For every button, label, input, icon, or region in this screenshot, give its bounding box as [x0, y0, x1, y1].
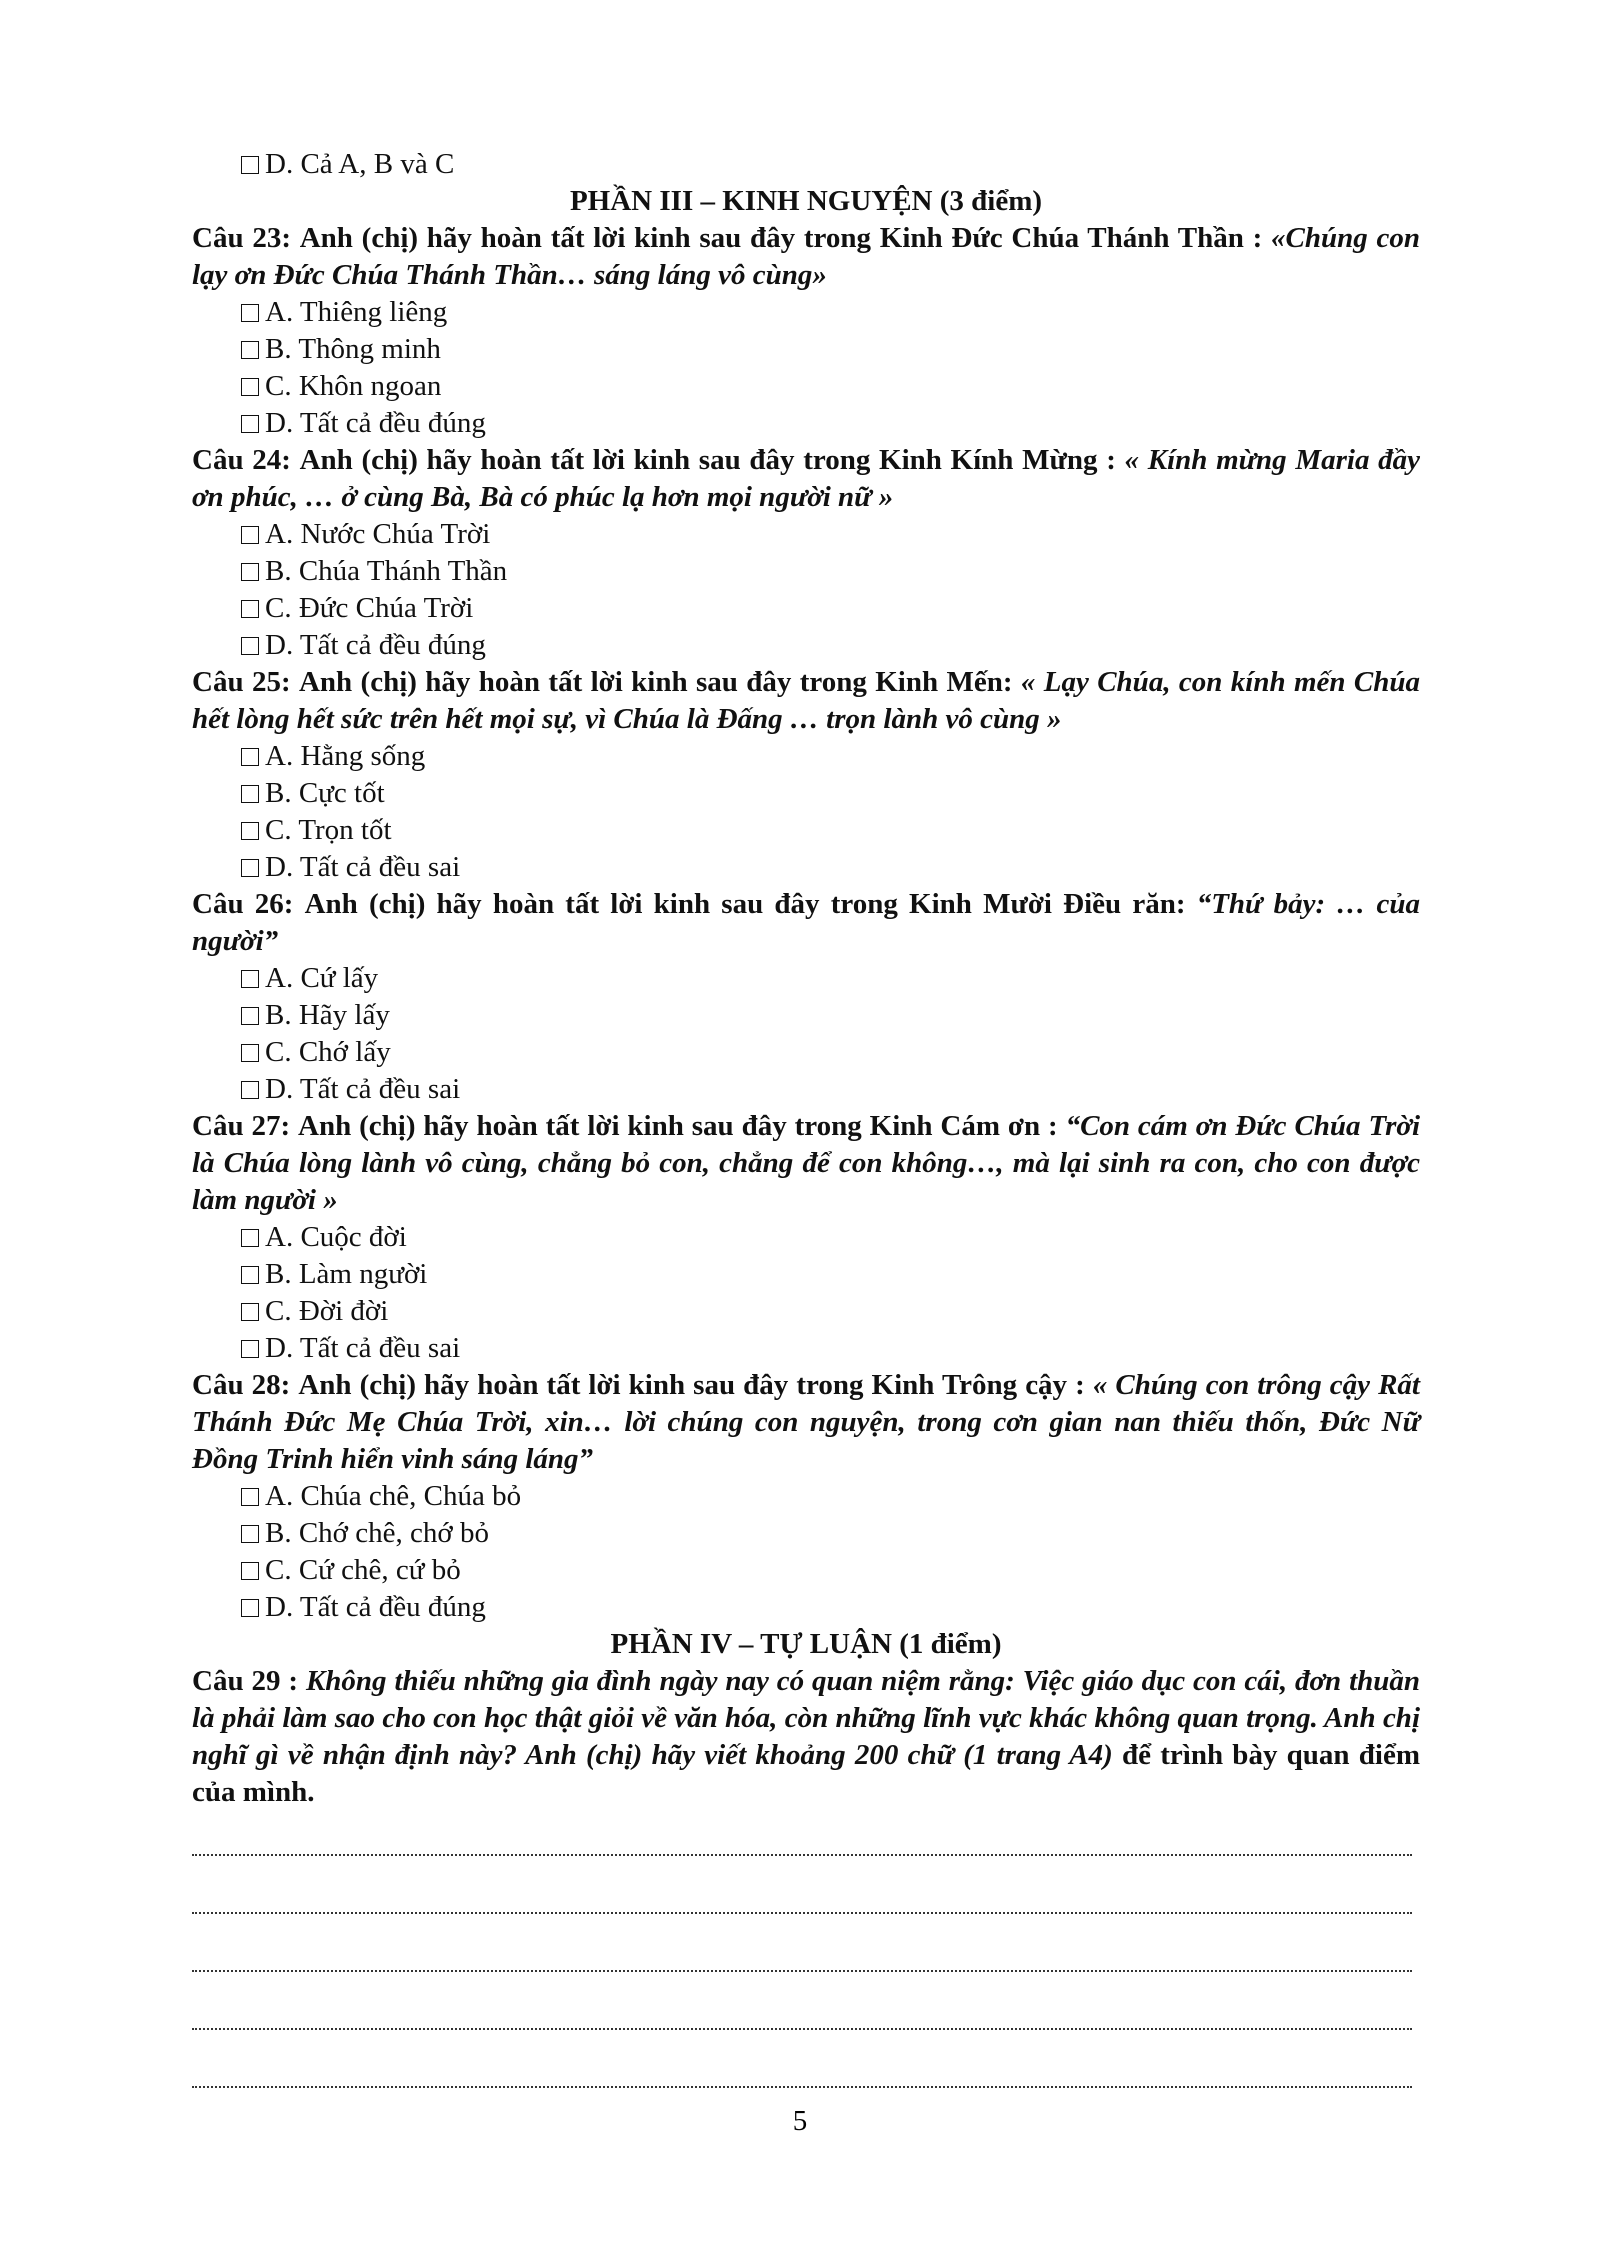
question-quote: «Chúng con lạy ơn Đức Chúa Thánh Thần… sáng láng vô cùng» [192, 222, 1420, 291]
option-item[interactable] [192, 590, 1420, 627]
option-item[interactable] [192, 775, 1420, 812]
section-title: PHẦN III – KINH NGUYỆN (3 điểm) [569, 185, 1043, 217]
option-label: D. Tất cả đều đúng [265, 407, 486, 439]
option-label: C. Trọn tốt [265, 814, 392, 846]
checkbox-icon[interactable] [241, 1303, 259, 1321]
option-item[interactable] [192, 1478, 1420, 1515]
option-label: B. Làm người [265, 1258, 428, 1290]
checkbox-icon[interactable] [241, 785, 259, 803]
answer-line[interactable] [192, 1853, 1412, 1856]
question-quote: « Kính mừng Maria đầy ơn phúc, … ở cùng Bà, Bà có phúc lạ hơn mọi người nữ » [192, 444, 1420, 513]
option-label: A. Hằng sống [265, 740, 426, 772]
option-item[interactable] [192, 997, 1420, 1034]
question [192, 1367, 1420, 1478]
option-item[interactable] [192, 146, 1420, 183]
option-label: D. Tất cả đều sai [265, 851, 461, 883]
option-item[interactable] [192, 405, 1420, 442]
checkbox-icon[interactable] [241, 1562, 259, 1580]
checkbox-icon[interactable] [241, 1488, 259, 1506]
question-quote: « Chúng con trông cậy Rất Thánh Đức Mẹ Chúa Trời, xin… lời chúng con nguyện, trong cơn gian nan thiếu thốn, Đức Nữ Đồng Trinh hiển vinh sáng láng” [192, 1369, 1420, 1475]
page-number: 5 [792, 2105, 808, 2137]
option-label: B. Hãy lấy [265, 999, 390, 1031]
question-tail: để trình bày quan điểm của mình. [192, 1739, 1421, 1808]
option-label: D. Tất cả đều sai [265, 1073, 461, 1105]
checkbox-icon[interactable] [241, 1044, 259, 1062]
checkbox-icon[interactable] [241, 970, 259, 988]
option-label: C. Cứ chê, cứ bỏ [265, 1554, 461, 1586]
option-item[interactable] [192, 516, 1420, 553]
option-item[interactable] [192, 1589, 1420, 1626]
option-item[interactable] [192, 1034, 1420, 1071]
option-label: B. Chớ chê, chớ bỏ [265, 1517, 489, 1549]
option-item[interactable] [192, 553, 1420, 590]
question-prompt: Anh (chị) hãy hoàn tất lời kinh sau đây trong Kinh Cám ơn : [298, 1110, 1058, 1142]
option-item[interactable] [192, 1330, 1420, 1367]
checkbox-icon[interactable] [241, 1340, 259, 1358]
checkbox-icon[interactable] [241, 637, 259, 655]
answer-lines[interactable] [192, 1853, 1420, 2088]
option-label: D. Tất cả đều đúng [265, 629, 486, 661]
question-label: Câu 27: [192, 1110, 291, 1142]
checkbox-icon[interactable] [241, 600, 259, 618]
question-prompt: Anh (chị) hãy hoàn tất lời kinh sau đây trong Kinh Trông cậy : [298, 1369, 1085, 1401]
question [192, 1108, 1420, 1219]
question [192, 664, 1420, 738]
option-item[interactable] [192, 960, 1420, 997]
question-quote: « Lạy Chúa, con kính mến Chúa hết lòng hết sức trên hết mọi sự, vì Chúa là Đấng … trọn lành vô cùng » [192, 666, 1421, 735]
answer-line[interactable] [192, 2085, 1412, 2088]
checkbox-icon[interactable] [241, 1525, 259, 1543]
option-label: A. Chúa chê, Chúa bỏ [265, 1480, 522, 1512]
question-label: Câu 26: [192, 888, 294, 920]
question-label: Câu 28: [192, 1369, 291, 1401]
option-label: C. Chớ lấy [265, 1036, 391, 1068]
option-label: A. Cứ lấy [265, 962, 379, 994]
question-prompt: Anh (chị) hãy hoàn tất lời kinh sau đây trong Kinh Đức Chúa Thánh Thần : [299, 222, 1263, 254]
option-label: B. Cực tốt [265, 777, 385, 809]
question [192, 886, 1420, 960]
checkbox-icon[interactable] [241, 1599, 259, 1617]
question [192, 220, 1420, 294]
question-label: Câu 29 : [192, 1665, 299, 1697]
checkbox-icon[interactable] [241, 859, 259, 877]
answer-line[interactable] [192, 2027, 1412, 2030]
question-label: Câu 23: [192, 222, 291, 254]
question-quote: “Thứ bảy: … của người” [192, 888, 1421, 957]
answer-line[interactable] [192, 1969, 1412, 1972]
option-item[interactable] [192, 368, 1420, 405]
option-label: A. Thiêng liêng [265, 296, 448, 328]
checkbox-icon[interactable] [241, 526, 259, 544]
checkbox-icon[interactable] [241, 415, 259, 433]
answer-line[interactable] [192, 1911, 1412, 1914]
option-label: C. Khôn ngoan [265, 370, 442, 402]
question-label: Câu 25: [192, 666, 291, 698]
option-label: B. Chúa Thánh Thần [265, 555, 508, 587]
checkbox-icon[interactable] [241, 563, 259, 581]
option-label: A. Cuộc đời [265, 1221, 407, 1253]
option-label: A. Nước Chúa Trời [265, 518, 491, 550]
option-label: D. Tất cả đều sai [265, 1332, 461, 1364]
option-item[interactable] [192, 1293, 1420, 1330]
question-list [192, 220, 1420, 1626]
question-prompt: Anh (chị) hãy hoàn tất lời kinh sau đây trong Kinh Mến: [298, 666, 1013, 698]
option-label: D. Cả A, B và C [265, 148, 455, 180]
essay-question [192, 1663, 1420, 1811]
exam-page [192, 146, 1420, 2088]
option-label: C. Đời đời [265, 1295, 389, 1327]
option-item[interactable] [192, 294, 1420, 331]
question-quote: Không thiếu những gia đình ngày nay có quan niệm rằng: Việc giáo dục con cái, đơn thuần là phải làm sao cho con học thật giỏi về văn hóa, còn những lĩnh vực khác không quan trọng. Anh chị nghĩ gì về nhận định này? Anh (chị) hãy viết khoảng 200 chữ (1 trang A4) [192, 1665, 1421, 1771]
checkbox-icon[interactable] [241, 748, 259, 766]
option-label: D. Tất cả đều đúng [265, 1591, 486, 1623]
checkbox-icon[interactable] [241, 1081, 259, 1099]
checkbox-icon[interactable] [241, 378, 259, 396]
question-prompt: Anh (chị) hãy hoàn tất lời kinh sau đây trong Kinh Kính Mừng : [299, 444, 1116, 476]
checkbox-icon[interactable] [241, 341, 259, 359]
option-item[interactable] [192, 849, 1420, 886]
option-label: B. Thông minh [265, 333, 441, 365]
option-item[interactable] [192, 1552, 1420, 1589]
option-item[interactable] [192, 812, 1420, 849]
option-item[interactable] [192, 1219, 1420, 1256]
question-quote: “Con cám ơn Đức Chúa Trời là Chúa lòng lành vô cùng, chẳng bỏ con, chẳng để con không…, mà lại sinh ra con, cho con được làm người » [192, 1110, 1420, 1216]
checkbox-icon[interactable] [241, 304, 259, 322]
section-title: PHẦN IV – TỰ LUẬN (1 điểm) [610, 1628, 1002, 1660]
option-item[interactable] [192, 627, 1420, 664]
checkbox-icon[interactable] [241, 822, 259, 840]
option-item[interactable] [192, 331, 1420, 368]
option-item[interactable] [192, 1256, 1420, 1293]
question-prompt: Anh (chị) hãy hoàn tất lời kinh sau đây trong Kinh Mười Điều răn: [304, 888, 1186, 920]
checkbox-icon[interactable] [241, 1266, 259, 1284]
option-item[interactable] [192, 1071, 1420, 1108]
option-item[interactable] [192, 1515, 1420, 1552]
question [192, 442, 1420, 516]
checkbox-icon[interactable] [241, 156, 259, 174]
checkbox-icon[interactable] [241, 1007, 259, 1025]
checkbox-icon[interactable] [241, 1229, 259, 1247]
question-label: Câu 24: [192, 444, 291, 476]
option-item[interactable] [192, 738, 1420, 775]
option-label: C. Đức Chúa Trời [265, 592, 474, 624]
